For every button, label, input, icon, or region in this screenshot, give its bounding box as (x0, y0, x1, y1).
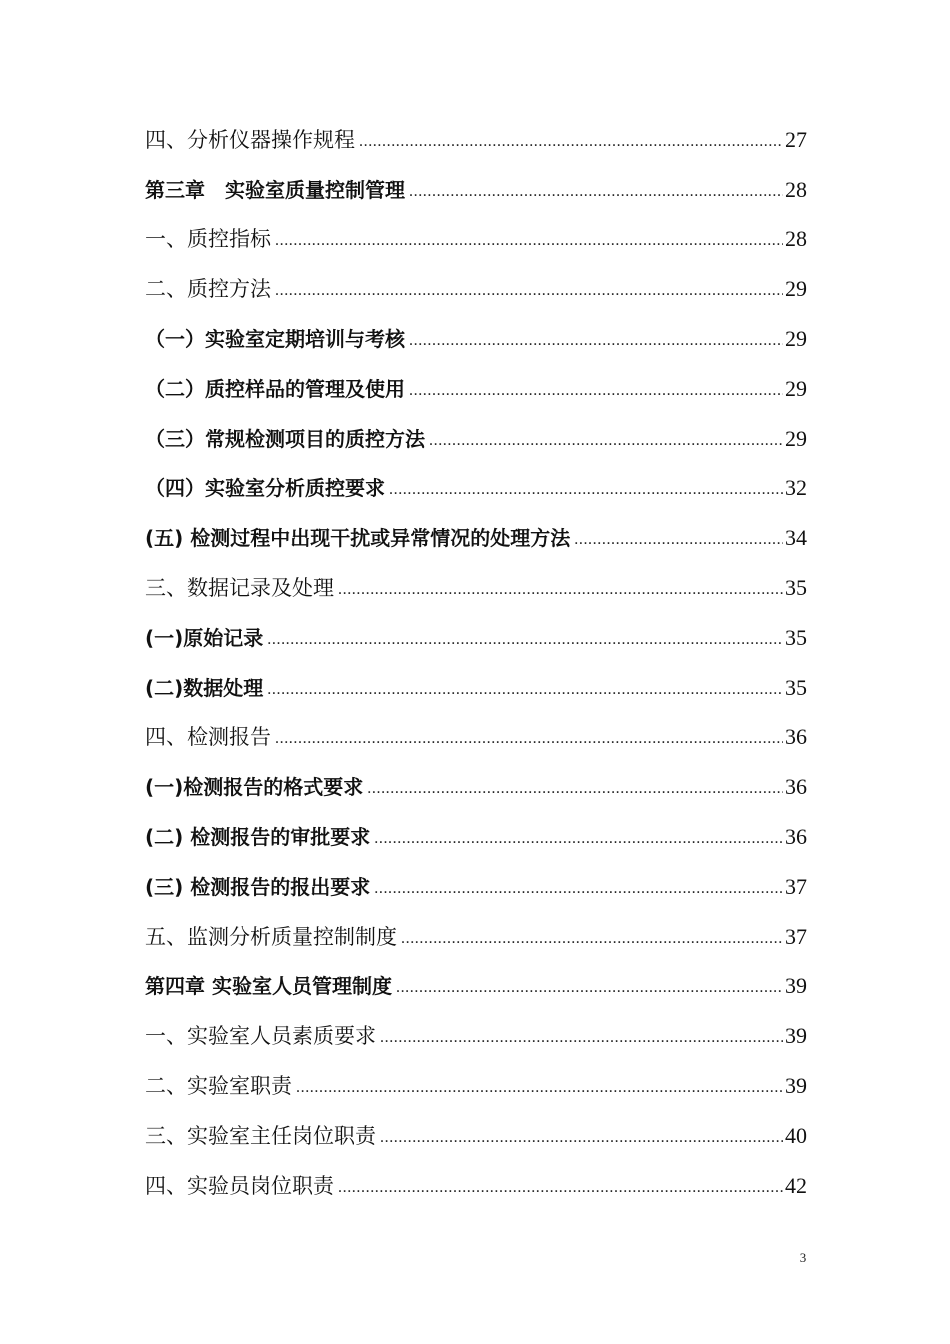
toc-entry-page: 39 (785, 1072, 807, 1098)
toc-entry[interactable] (145, 365, 807, 415)
toc-entry-page: 42 (785, 1172, 807, 1198)
toc-entry-page: 29 (785, 375, 807, 401)
toc-entry-title: 二、质控方法 (145, 277, 271, 302)
toc-entry[interactable] (145, 216, 807, 266)
toc-entry-title: 四、检测报告 (145, 725, 271, 750)
toc-entry-page: 29 (785, 425, 807, 451)
toc-entry[interactable] (145, 1012, 807, 1062)
toc-dot-leader (275, 233, 783, 247)
toc-dot-leader (374, 831, 783, 845)
toc-entry[interactable] (145, 863, 807, 913)
toc-entry-title: (三) 检测报告的报出要求 (145, 874, 371, 899)
page-number: 3 (799, 1250, 807, 1265)
toc-entry-title: （二）质控样品的管理及使用 (145, 376, 405, 401)
toc-dot-leader (380, 1130, 783, 1144)
toc-entry[interactable] (145, 763, 807, 813)
toc-entry-page: 29 (785, 325, 807, 351)
toc-dot-leader (267, 682, 783, 696)
toc-entry[interactable] (145, 714, 807, 764)
toc-entry-page: 36 (785, 774, 807, 800)
toc-entry[interactable] (145, 564, 807, 614)
toc-entry-title: 一、实验室人员素质要求 (145, 1024, 376, 1049)
toc-entry-page: 35 (785, 624, 807, 650)
toc-dot-leader (275, 283, 783, 297)
toc-dot-leader (380, 1030, 783, 1044)
toc-dot-leader (396, 980, 783, 994)
toc-entry[interactable] (145, 415, 807, 465)
toc-entry-title: 四、实验员岗位职责 (145, 1173, 334, 1198)
toc-entry-title: (二) 检测报告的审批要求 (145, 824, 371, 849)
toc-entry-title: （四）实验室分析质控要求 (145, 476, 385, 501)
toc-entry-page: 40 (785, 1122, 807, 1148)
toc-dot-leader (409, 333, 783, 347)
toc-dot-leader (367, 781, 783, 795)
toc-entry[interactable] (145, 1162, 807, 1212)
toc-entry-title: (五) 检测过程中出现干扰或异常情况的处理方法 (145, 526, 571, 551)
toc-entry-page: 39 (785, 1023, 807, 1049)
toc-entry[interactable] (145, 813, 807, 863)
toc-entry[interactable] (145, 315, 807, 365)
toc-dot-leader (338, 1180, 783, 1194)
toc-entry-page: 28 (785, 226, 807, 252)
toc-dot-leader (267, 632, 783, 646)
toc-entry[interactable] (145, 465, 807, 515)
toc-dot-leader (409, 383, 783, 397)
table-of-contents (145, 116, 807, 1212)
toc-entry-title: (一)原始记录 (145, 625, 264, 650)
toc-dot-leader (429, 433, 783, 447)
toc-entry[interactable] (145, 1062, 807, 1112)
toc-entry[interactable] (145, 116, 807, 166)
toc-entry-page: 32 (785, 475, 807, 501)
toc-entry-page: 36 (785, 724, 807, 750)
toc-entry-title: 四、分析仪器操作规程 (145, 127, 355, 152)
toc-dot-leader (409, 184, 783, 198)
toc-entry-page: 37 (785, 873, 807, 899)
toc-dot-leader (359, 134, 783, 148)
toc-dot-leader (401, 931, 783, 945)
toc-dot-leader (574, 532, 783, 546)
toc-entry-page: 29 (785, 276, 807, 302)
toc-entry[interactable] (145, 913, 807, 963)
toc-entry-page: 27 (785, 126, 807, 152)
toc-entry-page: 36 (785, 823, 807, 849)
toc-entry-page: 37 (785, 923, 807, 949)
toc-entry[interactable] (145, 664, 807, 714)
toc-entry-title: 第三章 实验室质量控制管理 (145, 177, 405, 202)
toc-entry[interactable] (145, 963, 807, 1013)
toc-entry-title: 第四章 实验室人员管理制度 (145, 974, 392, 999)
toc-entry-page: 34 (785, 525, 807, 551)
toc-entry-title: 五、监测分析质量控制制度 (145, 924, 397, 949)
toc-entry-title: （一）实验室定期培训与考核 (145, 326, 405, 351)
toc-entry-title: 一、质控指标 (145, 227, 271, 252)
toc-entry-page: 35 (785, 674, 807, 700)
toc-entry-page: 28 (785, 176, 807, 202)
toc-entry[interactable] (145, 614, 807, 664)
toc-entry-title: （三）常规检测项目的质控方法 (145, 426, 425, 451)
toc-entry-title: 三、实验室主任岗位职责 (145, 1123, 376, 1148)
toc-entry[interactable] (145, 1112, 807, 1162)
toc-entry-title: 二、实验室职责 (145, 1073, 292, 1098)
toc-dot-leader (374, 881, 783, 895)
toc-dot-leader (338, 582, 783, 596)
toc-dot-leader (296, 1080, 783, 1094)
toc-dot-leader (275, 731, 783, 745)
toc-entry-page: 39 (785, 973, 807, 999)
toc-entry-title: 三、数据记录及处理 (145, 575, 334, 600)
toc-entry[interactable] (145, 265, 807, 315)
toc-entry[interactable] (145, 514, 807, 564)
toc-entry[interactable] (145, 166, 807, 216)
toc-entry-title: (一)检测报告的格式要求 (145, 775, 364, 800)
toc-entry-page: 35 (785, 574, 807, 600)
toc-entry-title: (二)数据处理 (145, 675, 264, 700)
toc-dot-leader (389, 482, 783, 496)
